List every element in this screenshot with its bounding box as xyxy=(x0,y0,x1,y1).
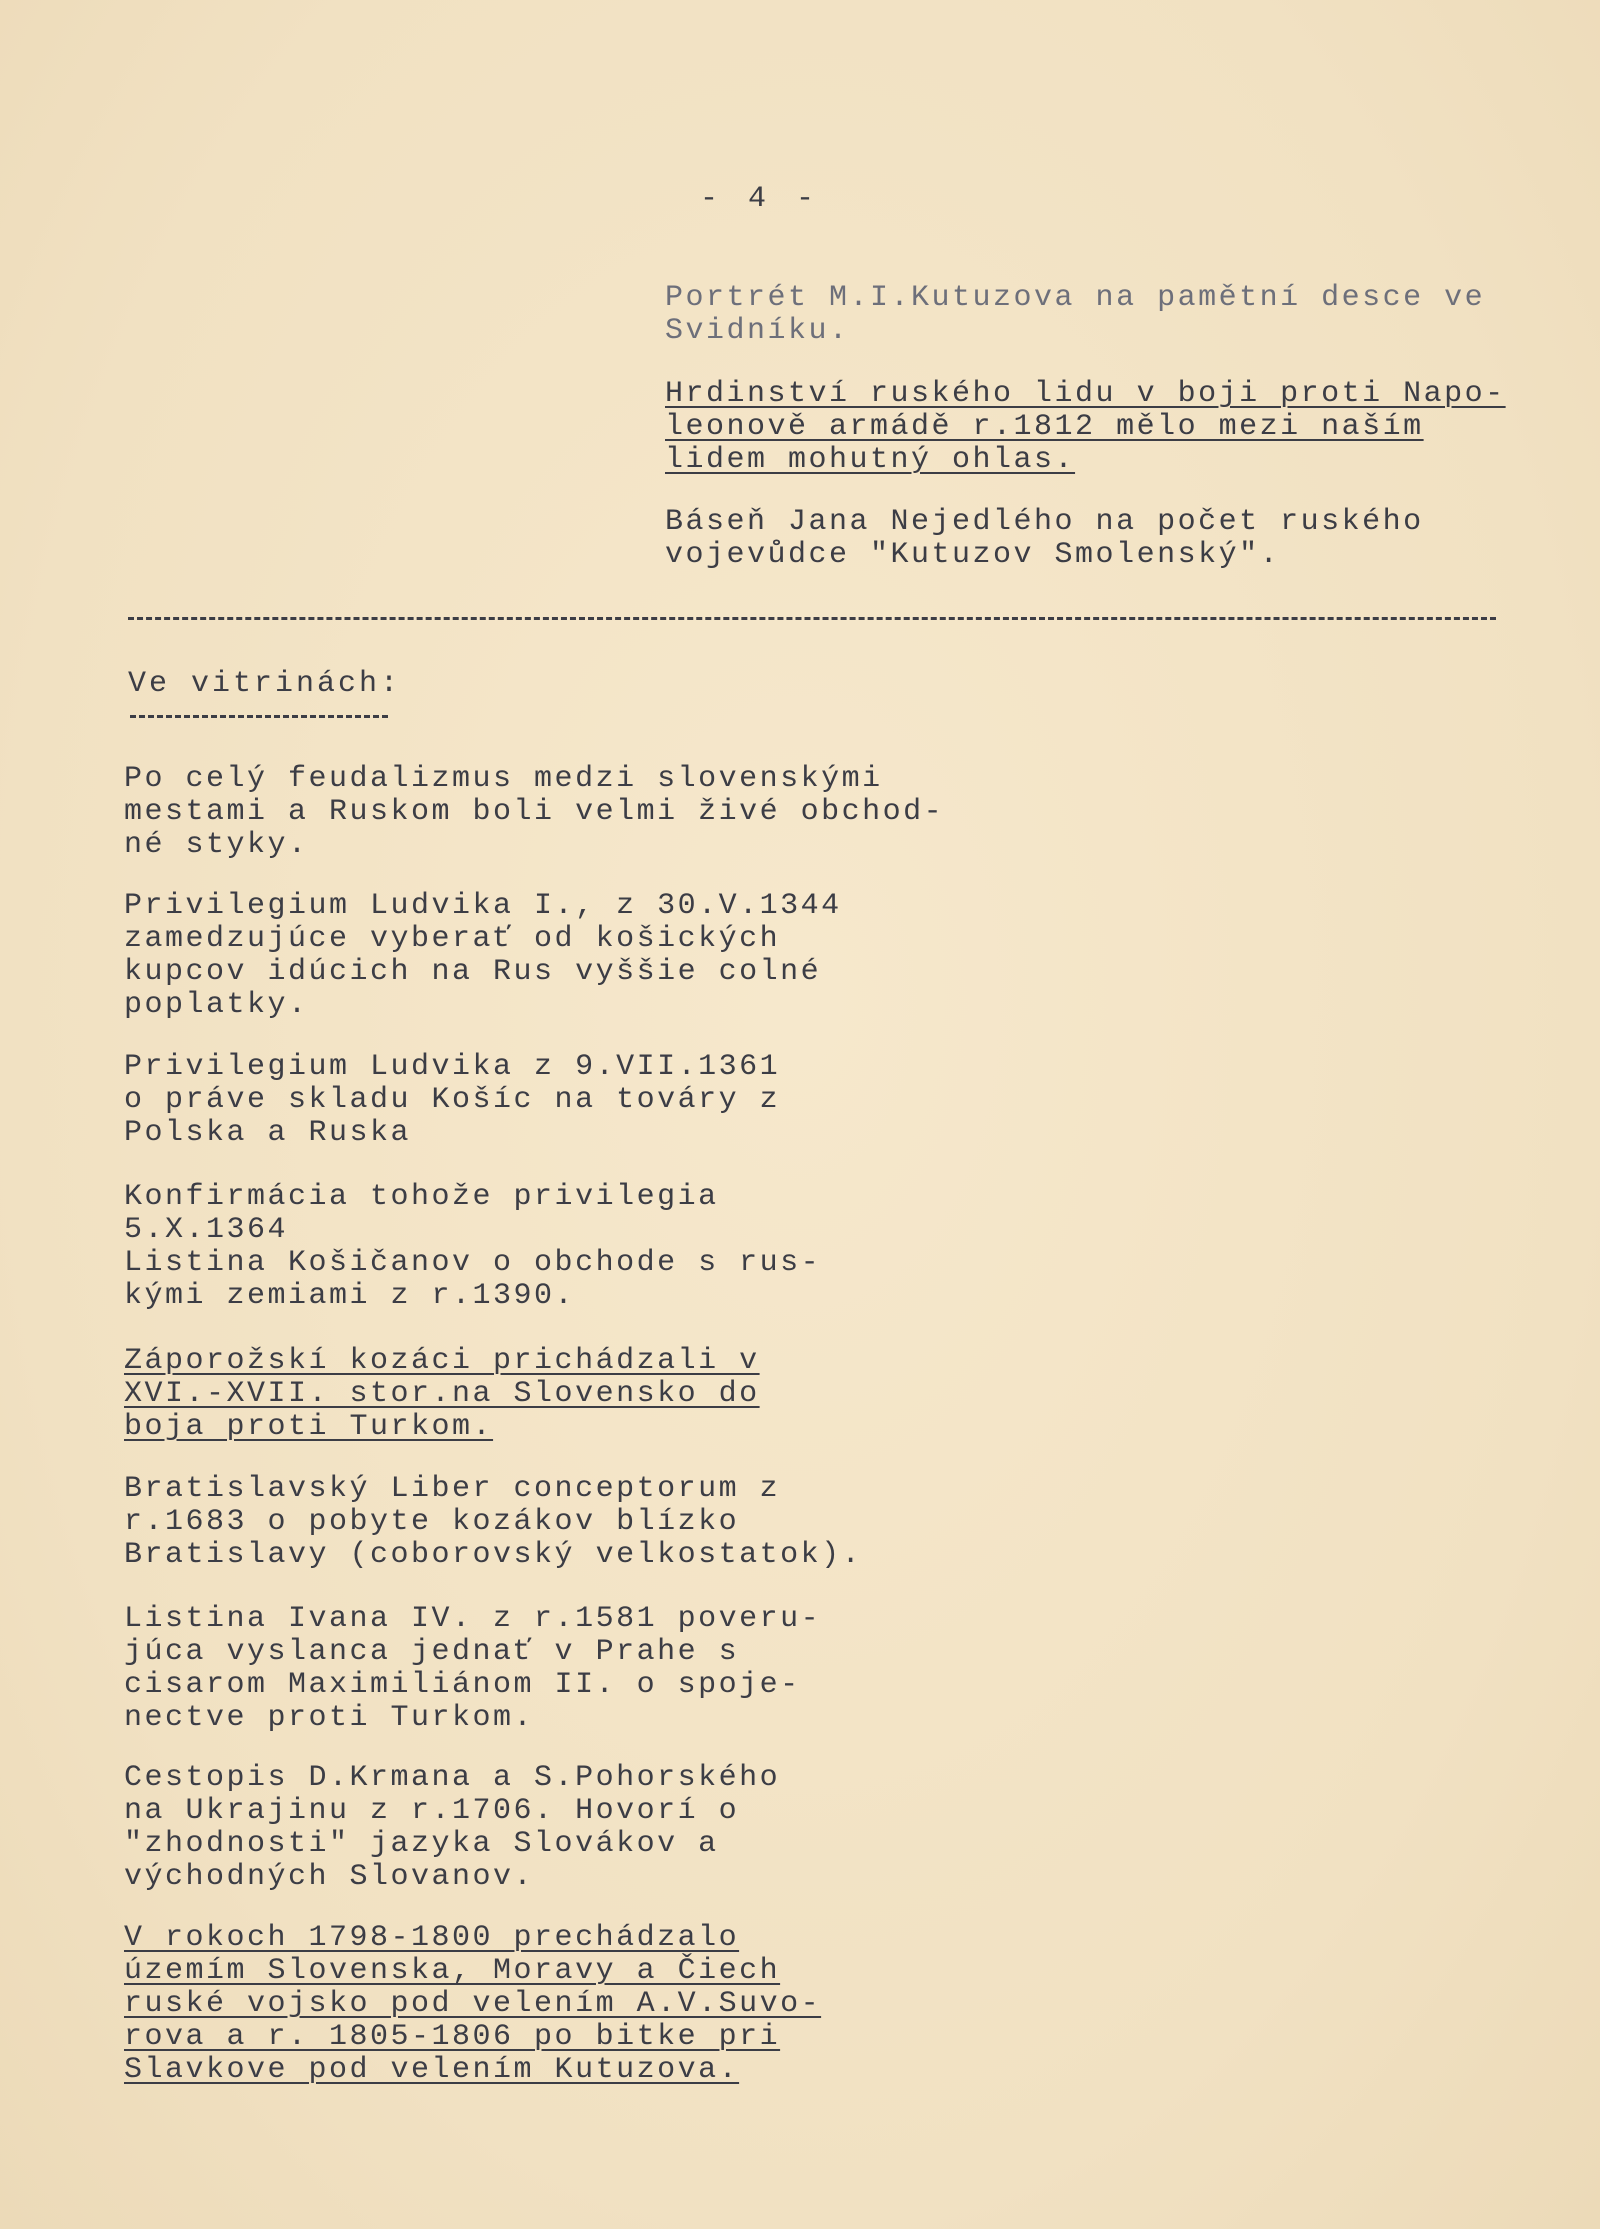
text-line: poplatky. xyxy=(124,988,309,1022)
showcase-item xyxy=(124,1922,821,2087)
top-paragraph xyxy=(665,506,1424,572)
text-line: Po celý feudalizmus medzi slovenskými xyxy=(124,762,883,796)
text-line: r.1683 o pobyte kozákov blízko xyxy=(124,1505,740,1539)
text-line: cisarom Maximiliánom II. o spoje- xyxy=(124,1668,801,1702)
text-line: lidem mohutný ohlas. xyxy=(665,443,1076,477)
top-paragraph xyxy=(665,378,1506,477)
showcase-item xyxy=(124,1051,780,1150)
text-line: ruské vojsko pod velením A.V.Suvo- xyxy=(124,1987,822,2021)
text-line: Polska a Ruska xyxy=(124,1116,412,1150)
text-line: Listina Ivana IV. z r.1581 poveru- xyxy=(124,1602,822,1636)
text-line: V rokoch 1798-1800 prechádzalo xyxy=(124,1921,740,1955)
top-paragraph xyxy=(665,282,1485,348)
text-line: XVI.-XVII. stor.na Slovensko do xyxy=(124,1377,760,1411)
text-line: o práve skladu Košíc na továry z xyxy=(124,1083,781,1117)
text-line: územím Slovenska, Moravy a Čiech xyxy=(124,1954,781,1988)
text-line: na Ukrajinu z r.1706. Hovorí o xyxy=(124,1794,740,1828)
text-line: Hrdinství ruského lidu v boji proti Napo- xyxy=(665,377,1506,411)
text-line: kými zemiami z r.1390. xyxy=(124,1279,576,1313)
showcase-item xyxy=(124,1181,821,1313)
text-line: nectve proti Turkom. xyxy=(124,1701,535,1735)
text-line: Svidníku. xyxy=(665,314,850,348)
showcase-item xyxy=(124,1473,862,1572)
showcase-item xyxy=(124,890,842,1022)
text-line: zamedzujúce vyberať od košických xyxy=(124,922,781,956)
text-line: mestami a Ruskom boli velmi živé obchod- xyxy=(124,795,945,829)
text-line: Slavkove pod velením Kutuzova. xyxy=(124,2053,740,2087)
text-line: vojevůdce "Kutuzov Smolenský". xyxy=(665,538,1281,572)
text-line: Portrét M.I.Kutuzova na pamětní desce ve xyxy=(665,281,1486,315)
text-line: 5.X.1364 xyxy=(124,1213,289,1247)
text-line: Privilegium Ludvika z 9.VII.1361 xyxy=(124,1050,781,1084)
text-line: rova a r. 1805-1806 po bitke pri xyxy=(124,2020,781,2054)
text-line: kupcov idúcich na Rus vyššie colné xyxy=(124,955,822,989)
text-line: Konfirmácia tohože privilegia xyxy=(124,1180,719,1214)
text-line: júca vyslanca jednať v Prahe s xyxy=(124,1635,740,1669)
section-heading: Ve vitrinách: xyxy=(128,667,402,701)
showcase-item xyxy=(124,1762,780,1894)
dashed-separator xyxy=(128,617,1496,620)
text-line: né styky. xyxy=(124,828,309,862)
text-line: Listina Košičanov o obchode s rus- xyxy=(124,1246,822,1280)
text-line: Privilegium Ludvika I., z 30.V.1344 xyxy=(124,889,842,923)
text-line: boja proti Turkom. xyxy=(124,1410,494,1444)
text-line: Báseň Jana Nejedlého na počet ruského xyxy=(665,505,1424,539)
showcase-item xyxy=(124,1345,760,1444)
text-line: Bratislavský Liber conceptorum z xyxy=(124,1472,781,1506)
text-line: Cestopis D.Krmana a S.Pohorského xyxy=(124,1761,781,1795)
page-number: - 4 - xyxy=(700,182,821,216)
text-line: Záporožskí kozáci prichádzali v xyxy=(124,1344,760,1378)
showcase-item xyxy=(124,1603,821,1735)
text-line: východných Slovanov. xyxy=(124,1860,535,1894)
text-line: leonově armádě r.1812 mělo mezi naším xyxy=(665,410,1424,444)
text-line: "zhodnosti" jazyka Slovákov a xyxy=(124,1827,719,1861)
heading-dashed-underline xyxy=(130,715,388,718)
showcase-item xyxy=(124,763,944,862)
text-line: Bratislavy (coborovský velkostatok). xyxy=(124,1538,863,1572)
